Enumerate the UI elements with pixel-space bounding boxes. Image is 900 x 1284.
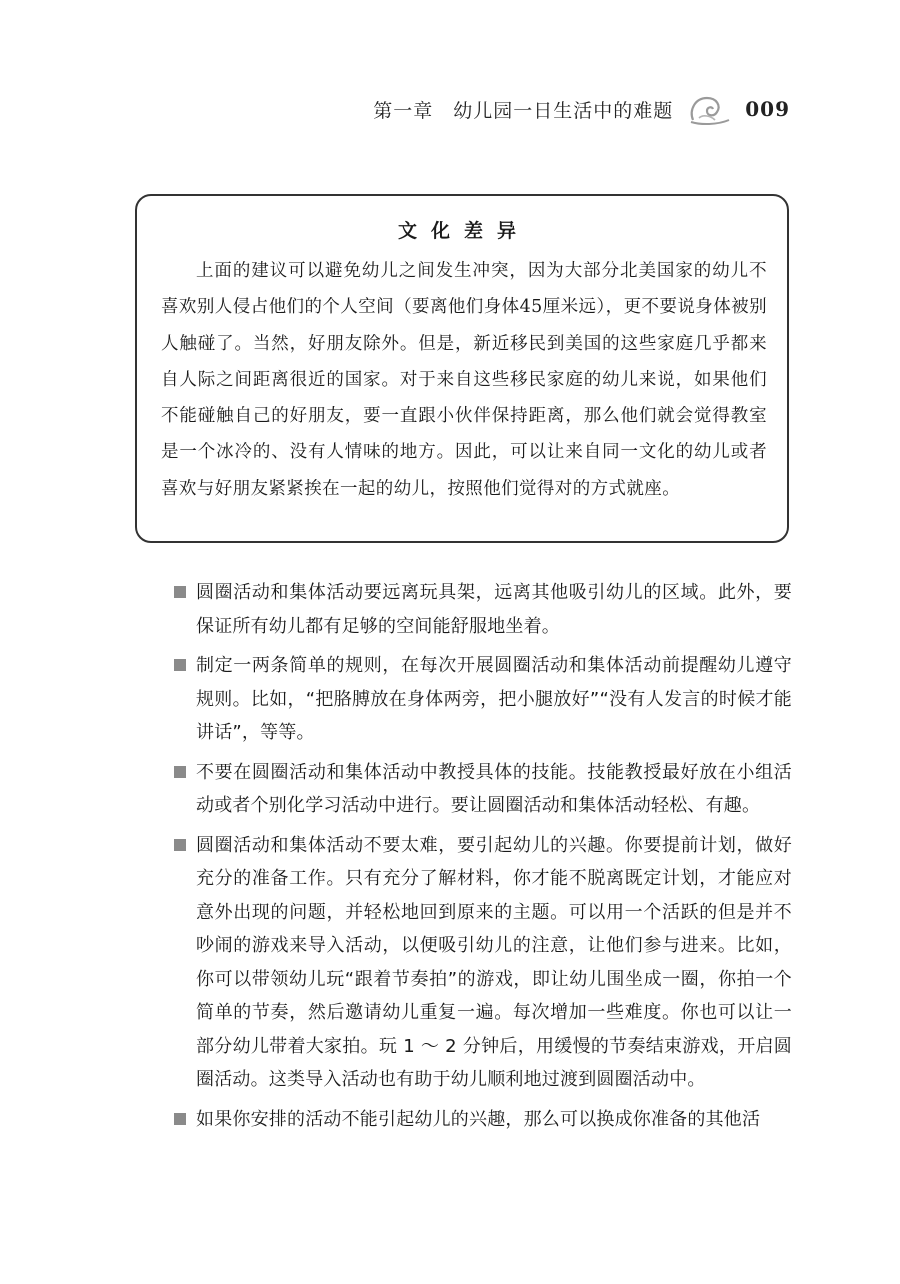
page-number: 009 [745, 97, 790, 121]
list-item-text: 圆圈活动和集体活动不要太难，要引起幼儿的兴趣。你要提前计划，做好充分的准备工作。只有充分了解材料，你才能不脱离既定计划，才能应对意外出现的问题，并轻松地回到原来的主题。可以用一个活跃的但是并不吵闹的游戏来导入活动，以便吸引幼儿的注意，让他们参与进来。比如，你可以带领幼儿玩“跟着节奏拍”的游戏，即让幼儿围坐成一圈，你拍一个简单的节奏，然后邀请幼儿重复一遍。每次增加一些难度。你也可以让一部分幼儿带着大家拍。玩 1 ～ 2 分钟后，用缓慢的节奏结束游戏，开启圆圈活动。这类导入活动也有助于幼儿顺利地过渡到圆圈活动中。 [196, 834, 792, 1090]
square-bullet-icon [174, 839, 186, 851]
list-item [172, 829, 792, 1097]
list-item-text: 不要在圆圈活动和集体活动中教授具体的技能。技能教授最好放在小组活动或者个别化学习活动中进行。要让圆圈活动和集体活动轻松、有趣。 [196, 761, 792, 816]
list-item [172, 756, 792, 823]
chapter-title: 第一章 幼儿园一日生活中的难题 [373, 99, 674, 122]
list-item [172, 649, 792, 750]
swirl-ornament-icon [687, 92, 731, 126]
square-bullet-icon [174, 659, 186, 671]
square-bullet-icon [174, 1113, 186, 1125]
box-title: 文化差异 [397, 220, 530, 242]
list-item-text: 圆圈活动和集体活动要远离玩具架，远离其他吸引幼儿的区域。此外，要保证所有幼儿都有足够的空间能舒服地坐着。 [196, 582, 792, 637]
box-paragraph: 上面的建议可以避免幼儿之间发生冲突，因为大部分北美国家的幼儿不喜欢别人侵占他们的个人空间（要离他们身体45厘米远），更不要说身体被别人触碰了。当然，好朋友除外。但是，新近移民到美国的这些家庭几乎都来自人际之间距离很近的国家。对于来自这些移民家庭的幼儿来说，如果他们不能碰触自己的好朋友，要一直跟小伙伴保持距离，那么他们就会觉得教室是一个冰冷的、没有人情味的地方。因此，可以让来自同一文化的幼儿或者喜欢与好朋友紧紧挨在一起的幼儿，按照他们觉得对的方式就座。 [161, 261, 767, 499]
bullet-list [172, 576, 792, 1142]
square-bullet-icon [174, 586, 186, 598]
list-item-text: 制定一两条简单的规则，在每次开展圆圈活动和集体活动前提醒幼儿遵守规则。比如，“把胳膊放在身体两旁，把小腿放好”“没有人发言的时候才能讲话”，等等。 [196, 655, 792, 743]
running-header [373, 92, 790, 126]
square-bullet-icon [174, 766, 186, 778]
list-item [172, 576, 792, 643]
list-item-text: 如果你安排的活动不能引起幼儿的兴趣，那么可以换成你准备的其他活 [196, 1108, 761, 1130]
list-item [172, 1103, 792, 1137]
culture-note-box [135, 194, 789, 543]
